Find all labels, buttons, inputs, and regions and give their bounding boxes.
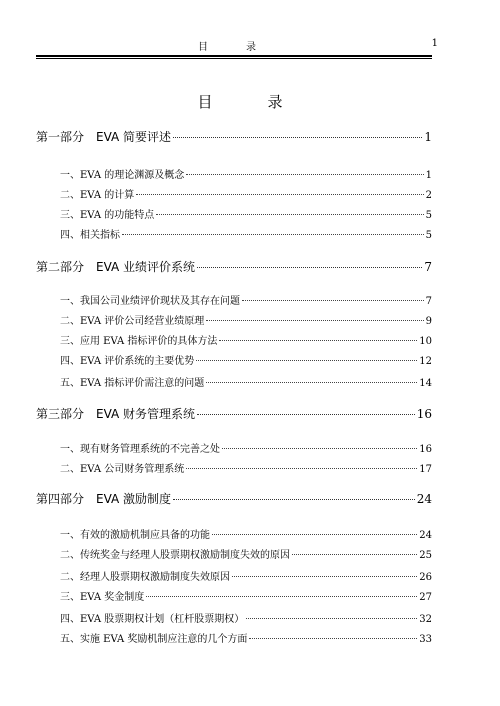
toc-entry-label: 二、经理人股票期权激励制度失效原因 bbox=[60, 572, 230, 583]
dot-leader bbox=[219, 340, 417, 341]
toc-entry[interactable] bbox=[36, 332, 432, 347]
dot-leader bbox=[206, 320, 423, 321]
dot-leader bbox=[222, 448, 417, 449]
toc-page-number: 24 bbox=[416, 492, 432, 506]
toc-page-number: 32 bbox=[419, 614, 432, 625]
toc-part-label: 第四部分 EVA 激励制度 bbox=[36, 492, 172, 506]
dot-leader bbox=[196, 360, 417, 361]
dot-leader bbox=[186, 468, 417, 469]
header-rule-thin bbox=[36, 58, 432, 59]
toc-entry[interactable] bbox=[36, 292, 432, 307]
dot-leader bbox=[136, 194, 423, 195]
toc-entry-label: 三、EVA 的功能特点 bbox=[60, 210, 155, 221]
dot-leader bbox=[146, 596, 417, 597]
toc-part-label: 第三部分 EVA 财务管理系统 bbox=[36, 407, 196, 421]
toc-part-4[interactable] bbox=[36, 490, 432, 507]
toc-page-number: 5 bbox=[425, 210, 432, 221]
toc-entry[interactable] bbox=[36, 312, 432, 327]
toc-entry[interactable] bbox=[36, 374, 432, 389]
toc-part-label: 第二部分 EVA 业绩评价系统 bbox=[36, 260, 196, 274]
toc-page-number: 7 bbox=[425, 296, 432, 307]
toc-entry[interactable] bbox=[36, 610, 432, 625]
toc-entry-label: 一、EVA 的理论渊源及概念 bbox=[60, 170, 185, 181]
toc-entry[interactable] bbox=[36, 166, 432, 181]
toc-part-3[interactable] bbox=[36, 405, 432, 422]
dot-leader bbox=[242, 300, 424, 301]
dot-leader bbox=[206, 382, 417, 383]
dot-leader bbox=[122, 234, 424, 235]
toc-title: 目 录 bbox=[197, 93, 303, 111]
dot-leader bbox=[186, 174, 423, 175]
toc-page-number: 7 bbox=[424, 260, 432, 274]
toc-entry-label: 三、应用 EVA 指标评价的具体方法 bbox=[60, 336, 218, 347]
dot-leader bbox=[197, 267, 422, 268]
toc-page-number: 17 bbox=[419, 464, 432, 475]
toc-entry-label: 二、EVA 公司财务管理系统 bbox=[60, 464, 185, 475]
header-page-number: 1 bbox=[431, 38, 438, 49]
toc-page-number: 16 bbox=[419, 444, 432, 455]
dot-leader bbox=[292, 554, 417, 555]
toc-entry-label: 四、EVA 股票期权计划（杠杆股票期权） bbox=[60, 614, 245, 625]
toc-entry[interactable] bbox=[36, 352, 432, 367]
header-title: 目 录 bbox=[198, 42, 270, 53]
toc-page-number: 14 bbox=[419, 378, 432, 389]
toc-entry[interactable] bbox=[36, 186, 432, 201]
toc-entry-label: 三、EVA 奖金制度 bbox=[60, 592, 145, 603]
dot-leader bbox=[197, 414, 415, 415]
toc-entry[interactable] bbox=[36, 206, 432, 221]
toc-page-number: 12 bbox=[419, 356, 432, 367]
toc-page-number: 2 bbox=[425, 190, 432, 201]
toc-page-number: 1 bbox=[425, 170, 432, 181]
toc-part-2[interactable] bbox=[36, 258, 432, 275]
toc-page-number: 24 bbox=[419, 530, 432, 541]
toc-entry[interactable] bbox=[36, 588, 432, 603]
toc-entry[interactable] bbox=[36, 226, 432, 241]
toc-entry-label: 一、现有财务管理系统的不完善之处 bbox=[60, 444, 220, 455]
toc-page-number: 27 bbox=[419, 592, 432, 603]
toc-entry-label: 四、EVA 评价系统的主要优势 bbox=[60, 356, 195, 367]
dot-leader bbox=[156, 214, 423, 215]
dot-leader bbox=[246, 618, 417, 619]
toc-entry-label: 一、我国公司业绩评价现状及其存在问题 bbox=[60, 296, 240, 307]
toc-entry-label: 二、传统奖金与经理人股票期权激励制度失效的原因 bbox=[60, 550, 290, 561]
toc-entry-label: 五、EVA 指标评价需注意的问题 bbox=[60, 378, 205, 389]
toc-page-number: 10 bbox=[419, 336, 432, 347]
toc-page-number: 9 bbox=[425, 316, 432, 327]
toc-entry-label: 四、相关指标 bbox=[60, 230, 120, 241]
toc-entry[interactable] bbox=[36, 630, 432, 645]
toc-entry[interactable] bbox=[36, 460, 432, 475]
toc-entry-label: 五、实施 EVA 奖励机制应注意的几个方面 bbox=[60, 634, 248, 645]
toc-page-number: 5 bbox=[425, 230, 432, 241]
dot-leader bbox=[232, 576, 417, 577]
dot-leader bbox=[212, 534, 417, 535]
toc-entry-label: 一、有效的激励机制应具备的功能 bbox=[60, 530, 210, 541]
toc-page-number: 1 bbox=[424, 130, 432, 144]
toc-part-1[interactable] bbox=[36, 128, 432, 145]
toc-page-number: 25 bbox=[419, 550, 432, 561]
dot-leader bbox=[173, 499, 415, 500]
toc-part-label: 第一部分 EVA 简要评述 bbox=[36, 130, 172, 144]
toc-page-number: 16 bbox=[416, 407, 432, 421]
running-header bbox=[36, 38, 438, 54]
toc-entry[interactable] bbox=[36, 546, 432, 561]
toc-entry-label: 二、EVA 评价公司经营业绩原理 bbox=[60, 316, 205, 327]
dot-leader bbox=[249, 638, 417, 639]
header-rule-thick bbox=[36, 55, 432, 57]
toc-entry[interactable] bbox=[36, 526, 432, 541]
dot-leader bbox=[173, 137, 422, 138]
toc-page-number: 33 bbox=[419, 634, 432, 645]
toc-entry-label: 二、EVA 的计算 bbox=[60, 190, 135, 201]
toc-entry[interactable] bbox=[36, 440, 432, 455]
toc-page-number: 26 bbox=[419, 572, 432, 583]
toc-entry[interactable] bbox=[36, 568, 432, 583]
